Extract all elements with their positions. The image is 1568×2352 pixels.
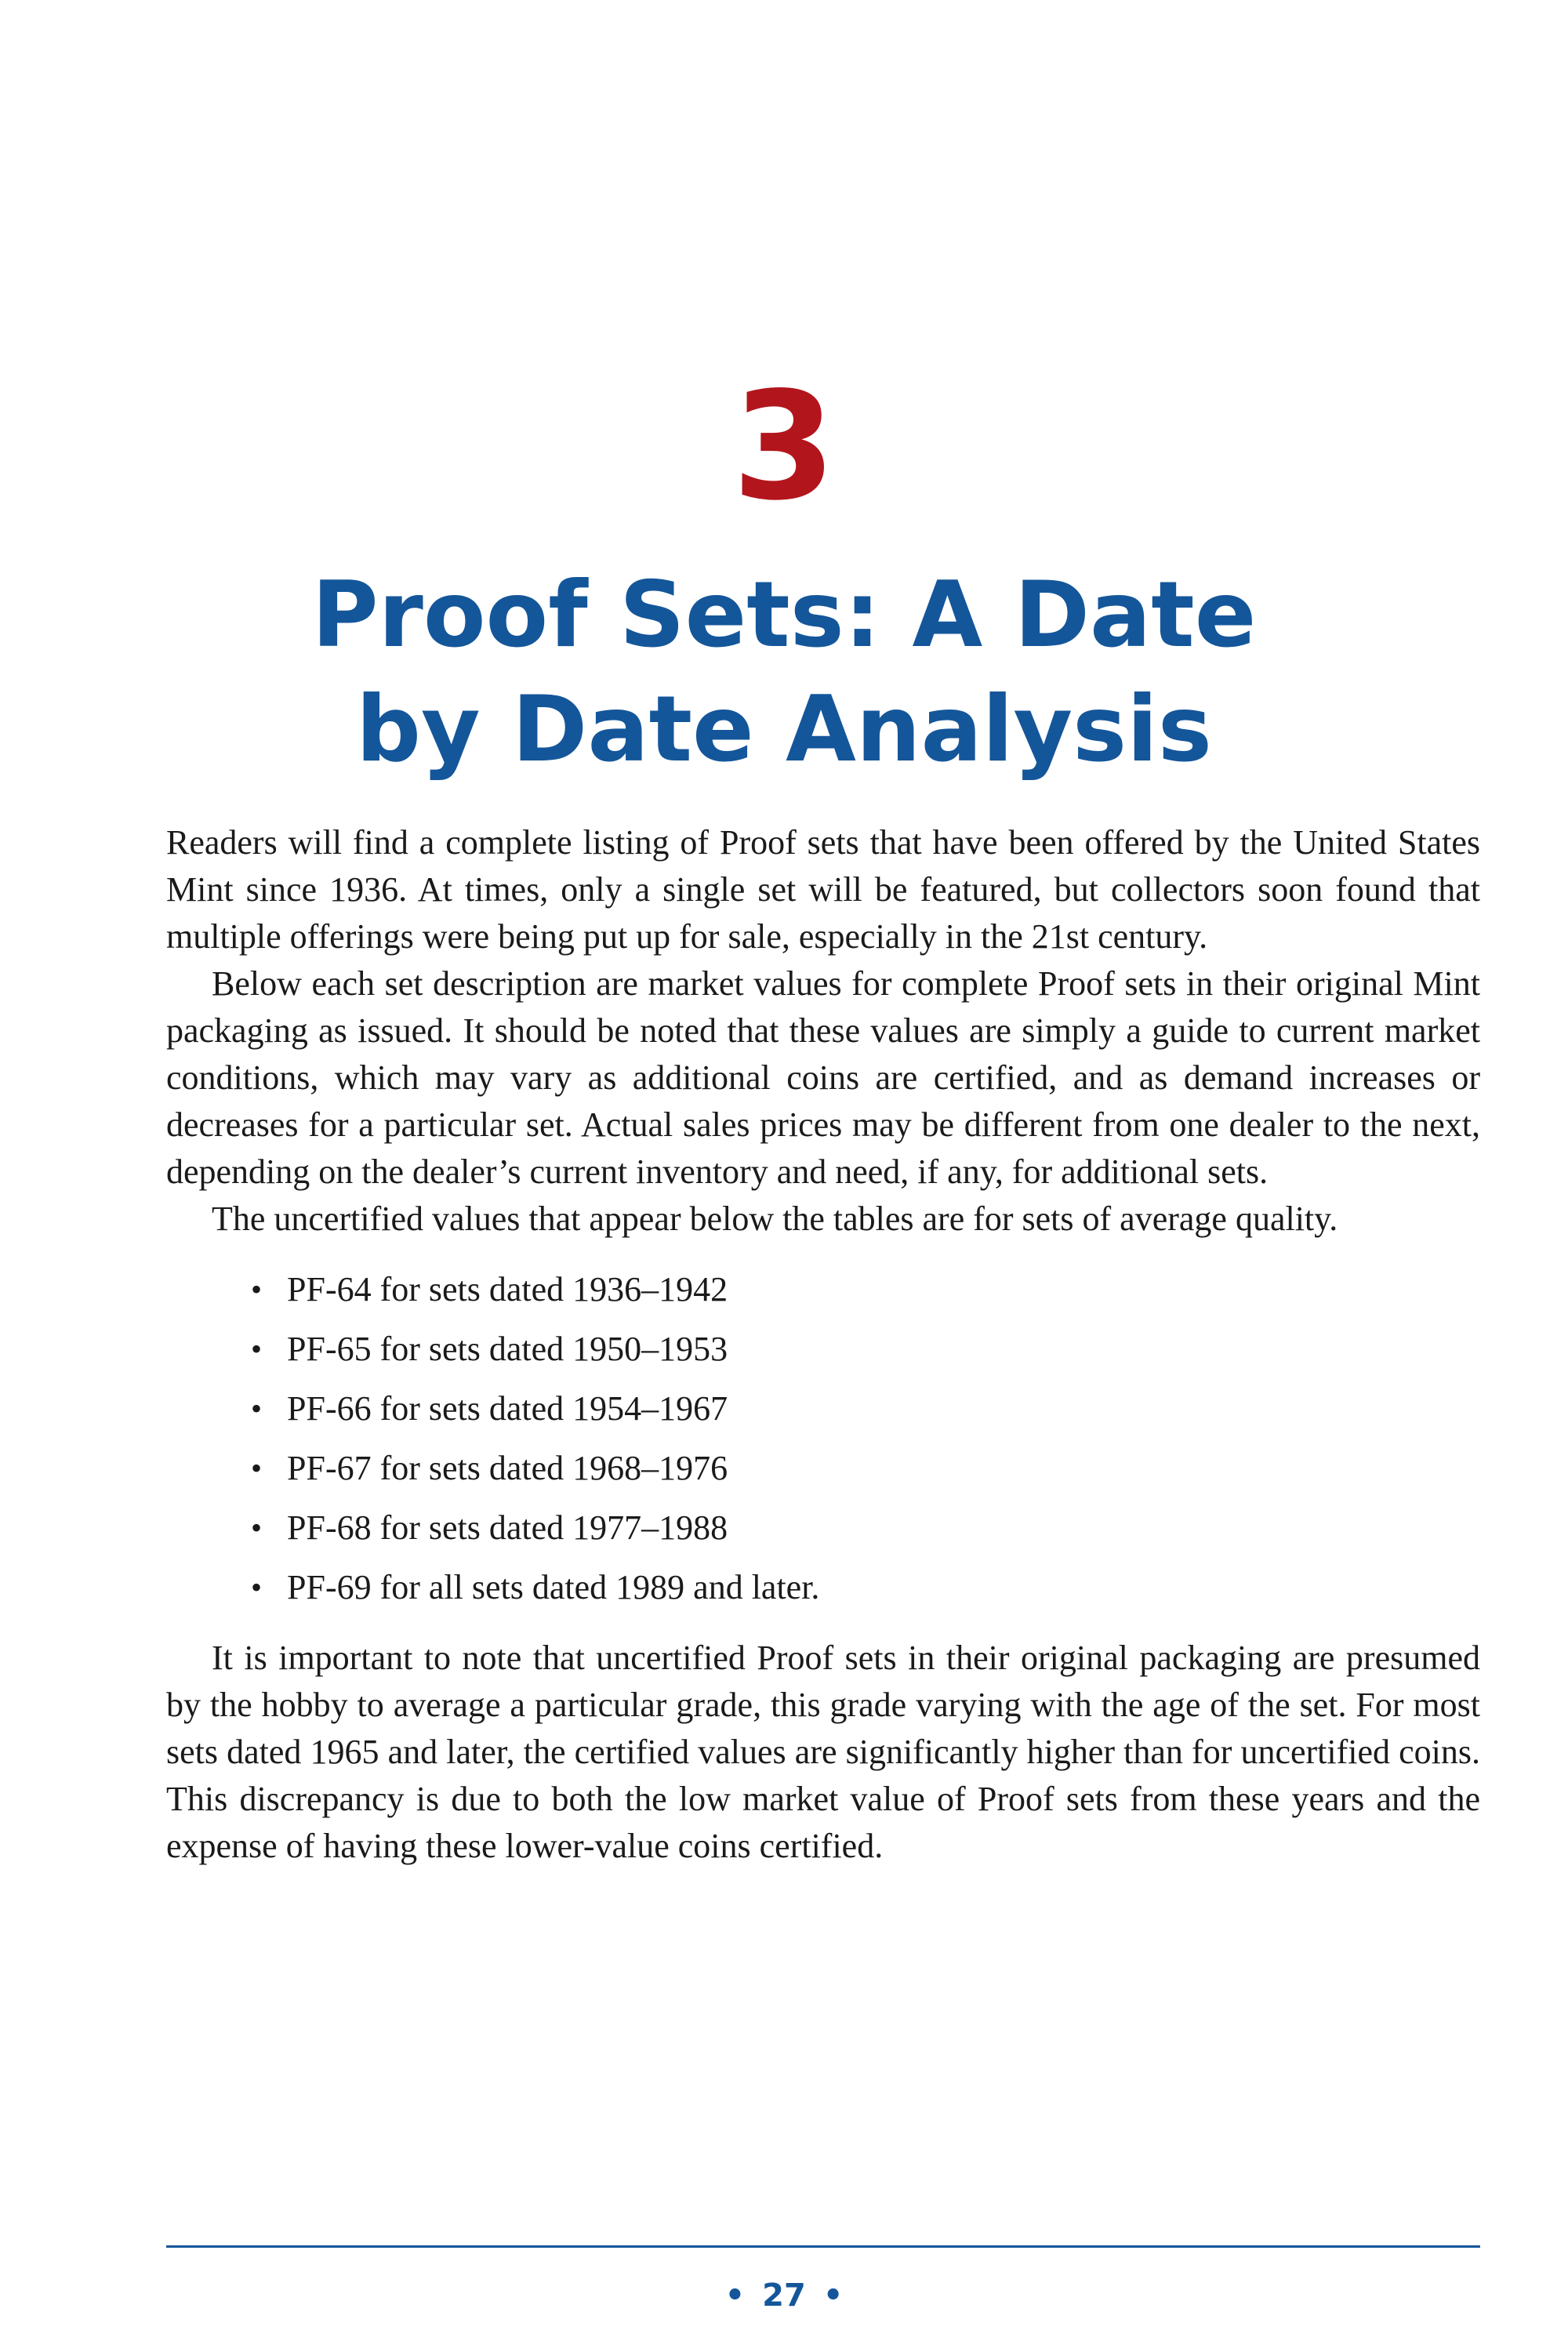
list-item xyxy=(251,1260,1480,1319)
list-item-text: PF-64 for sets dated 1936–1942 xyxy=(287,1270,728,1308)
grade-list xyxy=(166,1260,1480,1617)
bullet-icon: • xyxy=(724,2278,746,2314)
chapter-title-line-1: Proof Sets: A Date xyxy=(311,562,1257,668)
list-item xyxy=(251,1498,1480,1558)
list-item xyxy=(251,1439,1480,1498)
paragraph-intro: Readers will find a complete listing of Proof sets that have been offered by the United States Mint since 1936. At times, only a single set will be featured, but collectors soon found that multiple offerings were being put up for sale, especially in the 21st century. xyxy=(166,823,1480,956)
list-item-text: PF-65 for sets dated 1950–1953 xyxy=(287,1330,728,1368)
paragraph-market-values: Below each set description are market values for complete Proof sets in their original Mint packaging as issued. It should be noted that these values are simply a guide to current market conditions, which may vary as additional coins are certified, and as demand increases or decreases for a particular set. Actual sales prices may be different from one dealer to the next, depending on the dealer’s current inventory and need, if any, for additional sets. xyxy=(166,964,1480,1191)
bullet-icon: • xyxy=(251,1570,263,1605)
footer-divider xyxy=(166,2245,1480,2248)
paragraph-certification-note: It is important to note that uncertified Proof sets in their original packaging are presumed by the hobby to average a particular grade, this grade varying with the age of the set. For most sets dated 1965 and later, the certified values are significantly higher than for uncertified coins. This discrepancy is due to both the low market value of Proof sets from these years and the expense of having these lower-value coins certified. xyxy=(166,1639,1480,1865)
bullet-icon: • xyxy=(251,1450,263,1486)
chapter-title xyxy=(157,558,1411,787)
list-item-text: PF-69 for all sets dated 1989 and later. xyxy=(287,1568,820,1606)
bullet-icon: • xyxy=(251,1510,263,1545)
page-number xyxy=(0,2274,1568,2318)
bullet-icon: • xyxy=(251,1331,263,1367)
bullet-icon: • xyxy=(251,1272,263,1307)
bullet-icon: • xyxy=(822,2278,844,2314)
bullet-icon: • xyxy=(251,1391,263,1426)
chapter-number: 3 xyxy=(731,360,837,533)
list-item-text: PF-67 for sets dated 1968–1976 xyxy=(287,1449,728,1487)
chapter-title-line-2: by Date Analysis xyxy=(356,677,1212,782)
page-number-value: 27 xyxy=(762,2278,806,2314)
list-item-text: PF-68 for sets dated 1977–1988 xyxy=(287,1508,728,1547)
list-item xyxy=(251,1379,1480,1439)
list-item-text: PF-66 for sets dated 1954–1967 xyxy=(287,1389,728,1428)
body-text xyxy=(166,819,1480,1870)
list-item xyxy=(251,1319,1480,1379)
paragraph-uncertified-values: The uncertified values that appear below the tables are for sets of average quality. xyxy=(212,1200,1338,1238)
list-item xyxy=(251,1558,1480,1617)
